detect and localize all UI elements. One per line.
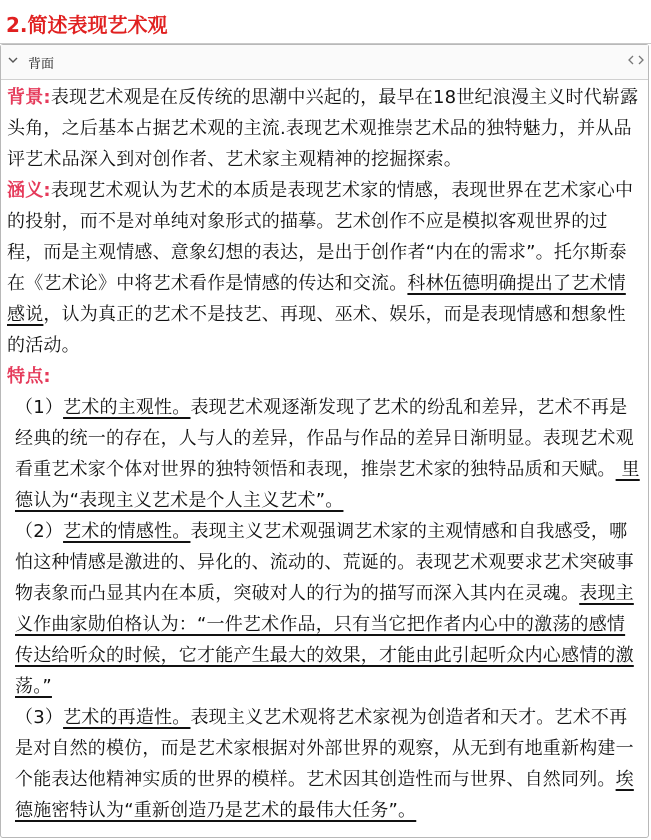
answer-panel xyxy=(0,44,649,838)
features-heading xyxy=(7,361,640,392)
answer-content xyxy=(7,82,640,826)
feature-text: 表现艺术观逐渐发现了艺术的纷乱和差异，艺术不再是经典的统一的存在，人与人的差异，作品与作品的差异日渐明显。表现艺术观看重艺术家个体对世界的独特领悟和表现，推崇艺术家的独特品质和天赋。 xyxy=(15,397,634,480)
page-title: 2.简述表现艺术观 xyxy=(0,0,651,44)
background-paragraph xyxy=(7,82,640,175)
meaning-label: 涵义: xyxy=(7,180,51,201)
feature-text: 表现主义艺术观强调艺术家的主观情感和自我感受，哪怕这种情感是激进的、异化的、流动的、荒诞的。表现艺术观要求艺术突破事物表象而凸显其内在本质，突破对人的行为的描写而深入其内在灵魂。 xyxy=(15,521,634,604)
meaning-tail: ，认为真正的艺术不是技艺、再现、巫术、娱乐，而是表现情感和想象性的活动。 xyxy=(7,304,626,356)
feature-title: 艺术的再造性。 xyxy=(63,707,191,728)
feature-item-1 xyxy=(7,392,640,516)
panel-label: 背面 xyxy=(28,57,55,72)
chevron-down-icon[interactable] xyxy=(7,54,19,66)
feature-item-3 xyxy=(7,702,640,826)
background-text: 表现艺术观是在反传统的思潮中兴起的，最早在18世纪浪漫主义时代崭露头角，之后基本占据艺术观的主流.表现艺术观推崇艺术品的独特魅力，并从品评艺术品深入到对创作者、艺术家主观精神的挖掘探索。 xyxy=(7,87,639,170)
feature-number: （2） xyxy=(15,521,64,542)
feature-quote: 表现主义作曲家勋伯格认为：“一件艺术作品，只有当它把作者内心中的激荡的感情传达给听众的时候，它才能产生最大的效果，才能由此引起听众内心感情的激荡。” xyxy=(15,583,634,697)
meaning-text: 表现艺术观认为艺术的本质是表现艺术家的情感，表现世界在艺术家心中的投射，而不是对单纯对象形式的描摹。艺术创作不应是模拟客观世界的过程，而是主观情感、意象幻想的表达，是出于创作者“内在的需求”。托尔斯泰在《艺术论》中将艺术看作是情感的传达和交流。 xyxy=(7,180,634,294)
meaning-quote: 科林伍德明确提出了艺术情感说 xyxy=(7,273,626,325)
panel-header[interactable] xyxy=(1,45,648,80)
feature-quote: 埃德施密特认为“重新创造乃是艺术的最伟大任务”。 xyxy=(15,769,634,821)
features-label: 特点: xyxy=(7,366,51,387)
feature-text: 表现主义艺术观将艺术家视为创造者和天才。艺术不再是对自然的模仿，而是艺术家根据对外部世界的观察，从无到有地重新构建一个能表达他精神实质的世界的模样。艺术因其创造性而与世界、自然同列。 xyxy=(15,707,634,790)
meaning-paragraph xyxy=(7,175,640,361)
feature-title: 艺术的情感性。 xyxy=(63,521,191,542)
feature-number: （3） xyxy=(15,707,64,728)
feature-item-2 xyxy=(7,516,640,702)
feature-title: 艺术的主观性。 xyxy=(63,397,191,418)
feature-quote: 里德认为“表现主义艺术是个人主义艺术”。 xyxy=(15,459,640,511)
code-view-icon[interactable] xyxy=(628,53,644,67)
feature-number: （1） xyxy=(15,397,64,418)
background-label: 背景: xyxy=(7,87,51,108)
